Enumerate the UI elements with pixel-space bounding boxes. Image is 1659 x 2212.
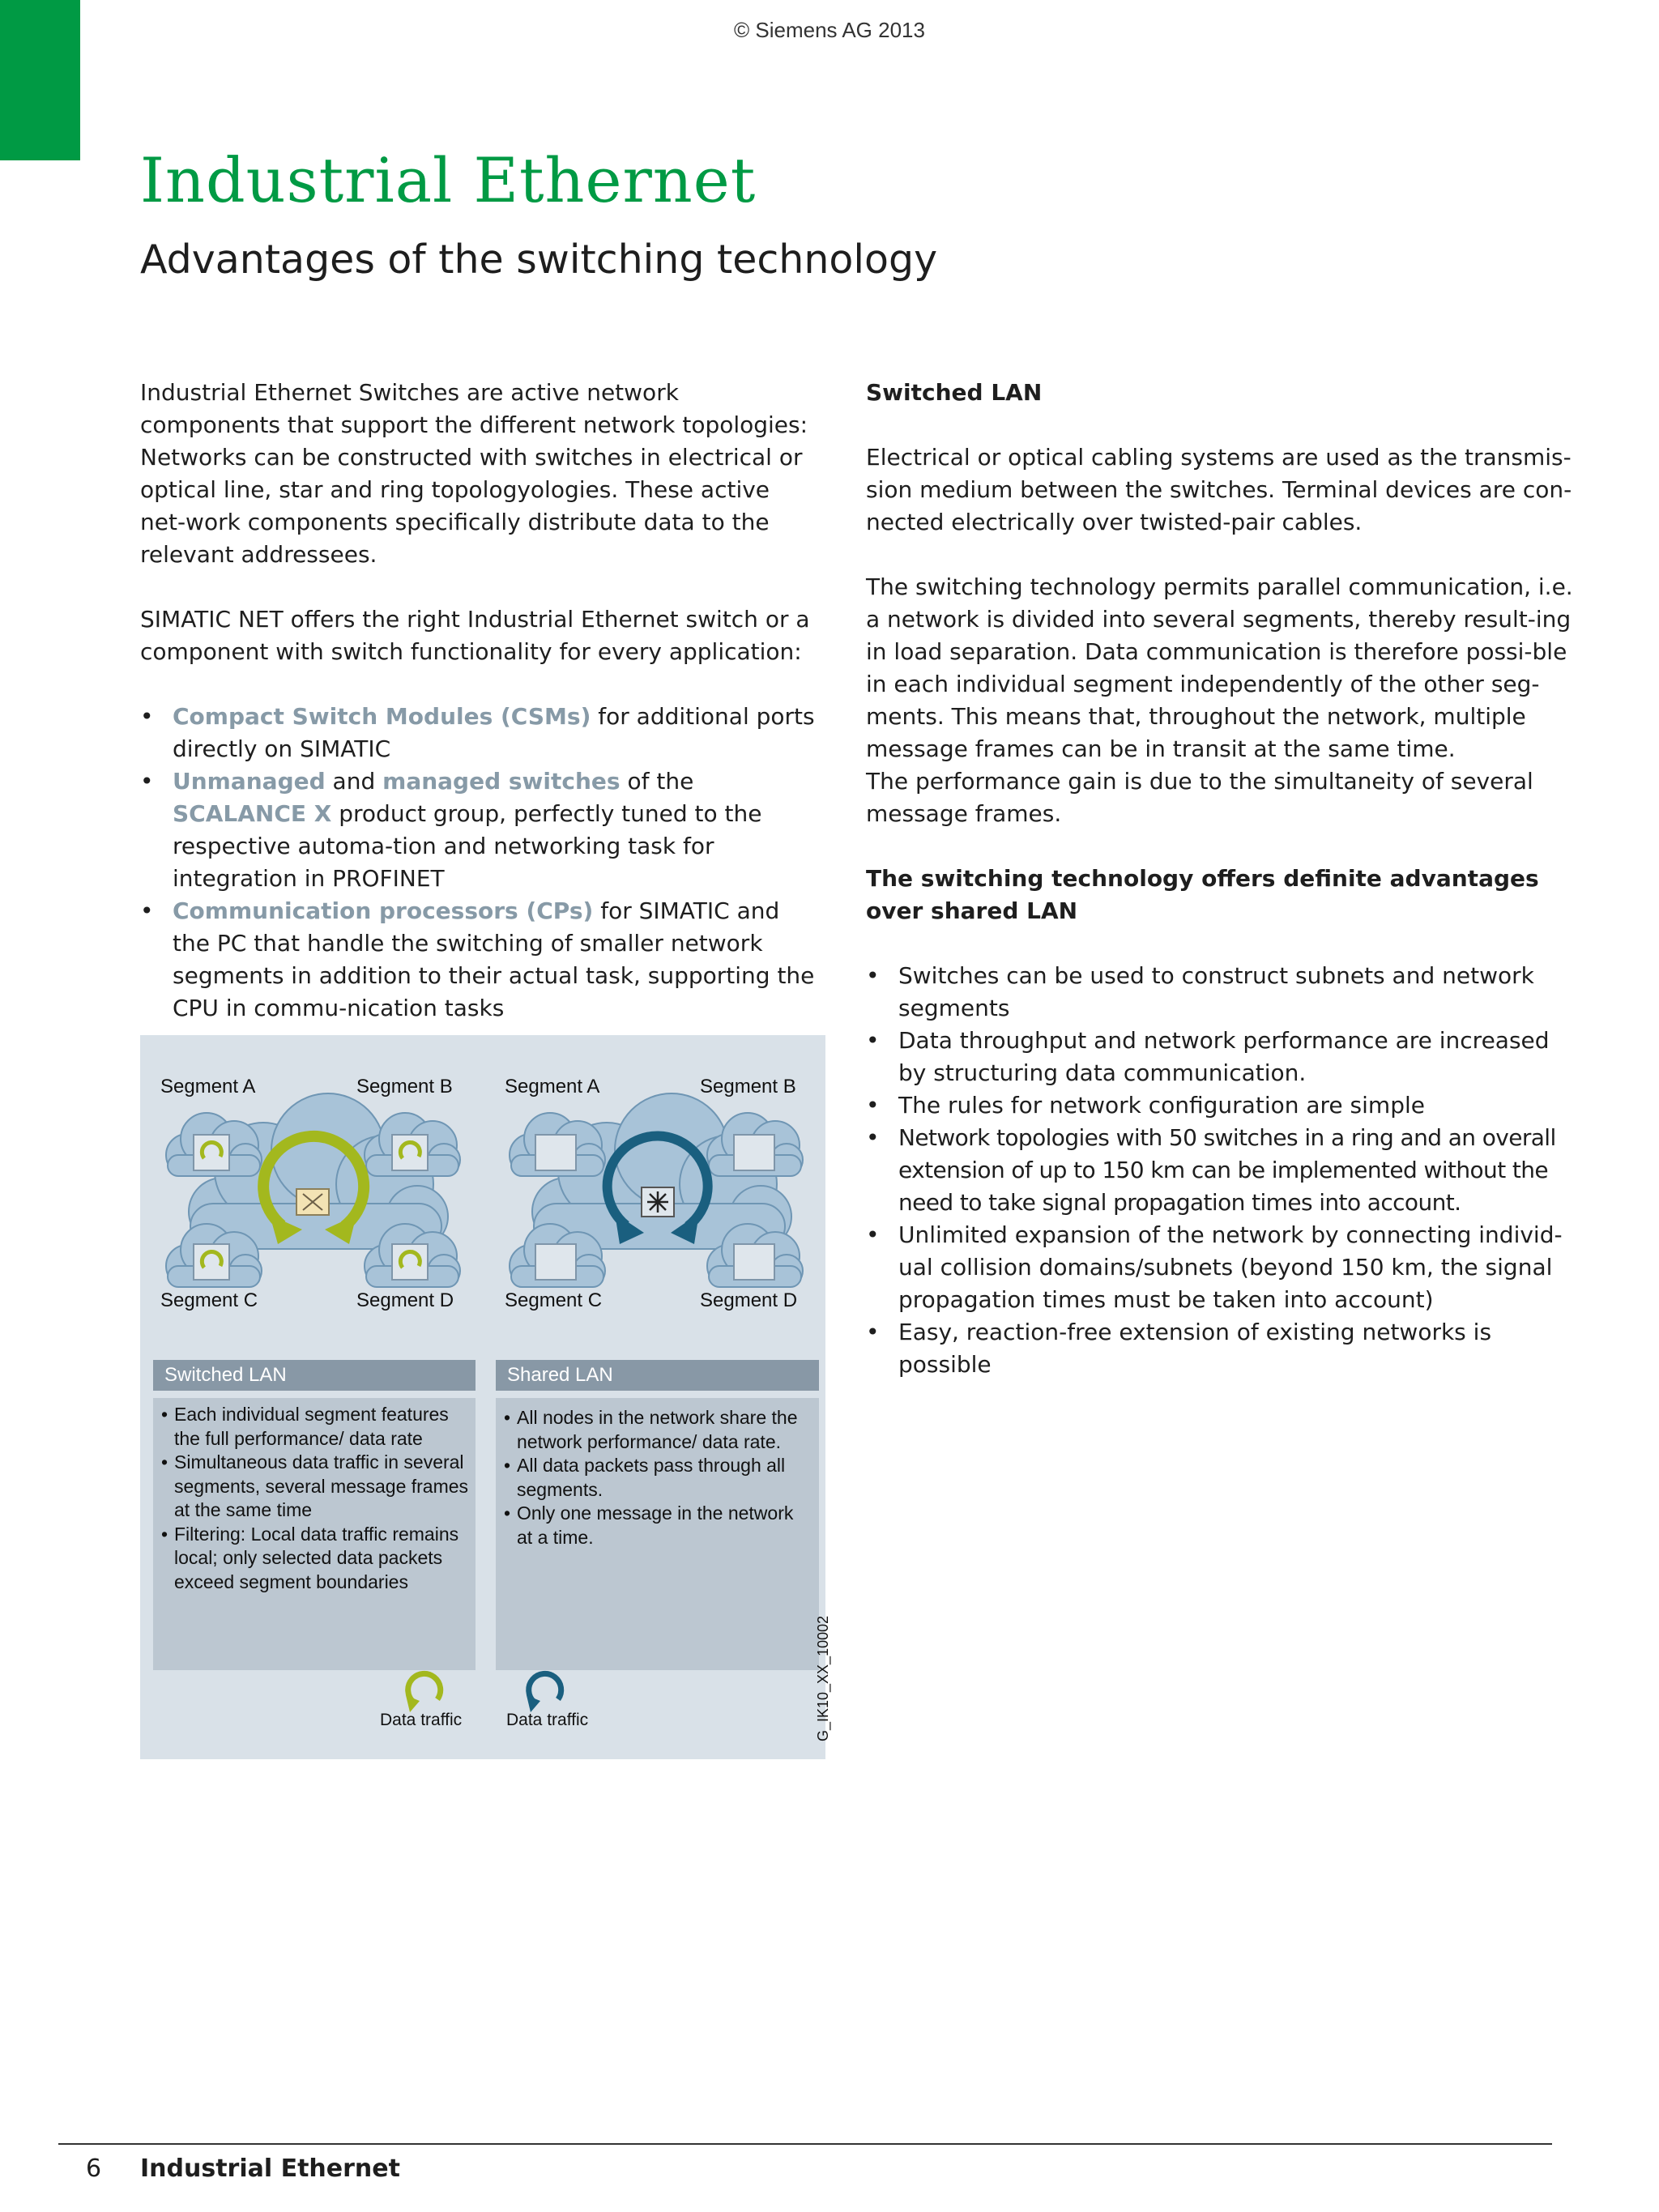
footer-divider [58,2143,1552,2145]
footer-title: Industrial Ethernet [140,2154,400,2183]
shared-lan-header: Shared LAN [496,1360,819,1391]
intro-paragraph-2: Networks can be constructed with switches in electrical or optical line, star and ring topologyologies. These active net-work components specifically distribute data to the relevant addressees. [140,444,803,568]
list-item: • Each individual segment features the full performance/ data rate [158,1403,469,1451]
switched-lan-panel [153,1398,476,1670]
product-list [140,701,821,1025]
switched-segment-c-label: Segment C [160,1289,258,1311]
list-item: • Filtering: Local data traffic remains local; only selected data packets exceed segment boundaries [158,1523,469,1595]
csm-link[interactable]: Compact Switch Modules (CSMs) [173,703,591,730]
list-item: • All data packets pass through all segments. [501,1454,812,1502]
list-item: • Switches can be used to construct subnets and network segments [866,960,1579,1025]
switched-segment-b-label: Segment B [356,1076,453,1097]
scalance-link[interactable]: SCALANCE X [173,800,332,827]
switched-lan-heading: Switched LAN [866,379,1043,406]
list-item: • Only one message in the network at a time. [501,1502,812,1549]
cp-link[interactable]: Communication processors (CPs) [173,897,594,924]
switched-traffic-label: Data traffic [380,1711,463,1729]
left-column [140,377,821,1025]
list-item: • Simultaneous data traffic in several segments, several message frames at the same time [158,1451,469,1523]
switched-traffic-icon [408,1673,441,1702]
list-item-text: of the [620,768,694,795]
paragraph: The performance gain is due to the simultaneity of several message frames. [866,768,1533,827]
paragraph: Electrical or optical cabling systems are used as the transmis-sion medium between the switches. Terminal devices are con-nected electrically over twisted-pair cables. [866,444,1572,535]
list-item: • The rules for network configuration are simple [866,1089,1579,1122]
copyright: © Siemens AG 2013 [734,18,925,42]
shared-segment-c-label: Segment C [505,1289,603,1311]
advantages-list [866,960,1579,1381]
list-item: • Network topologies with 50 switches in a ring and an overall extension of up to 150 km can be implemented without the need to take signal propagation times into account. [866,1122,1579,1219]
shared-lan-panel [496,1398,819,1670]
page-subtitle: Advantages of the switching technology [140,237,938,283]
managed-switches-link[interactable]: managed switches [382,768,621,795]
shared-segment-d-label: Segment D [700,1289,798,1311]
list-item: • Unlimited expansion of the network by connecting individ-ual collision domains/subnets (beyond 150 km, the signal propagation times must be taken into account) [866,1219,1579,1316]
list-item: • All nodes in the network share the network performance/ data rate. [501,1406,812,1454]
advantages-heading: The switching technology offers definite advantages over shared LAN [866,865,1539,924]
list-item-text: product group, perfectly tuned to the respective automa-tion and networking task for integration in PROFINET [173,800,762,892]
switched-lan-header: Switched LAN [153,1360,476,1391]
list-item [140,765,821,895]
page-number: 6 [86,2154,102,2183]
unmanaged-link[interactable]: Unmanaged [173,768,326,795]
list-item-text: for SIMATIC and the PC that handle the switching of smaller network segments in addition to their actual task, supporting the CPU in commu-nication tasks [173,897,815,1021]
page-title: Industrial Ethernet [140,144,757,216]
list-item [140,895,821,1025]
list-item-text: for additional ports directly on SIMATIC [173,703,815,762]
paragraph: The switching technology permits parallel communication, i.e. a network is divided into several segments, thereby result-ing in load separation. Data communication is therefore possi-ble in each individual segment independently of the other seg-ments. This means that, throughout the network, multiple message frames can be in transit at the same time. [866,573,1573,762]
intro-paragraph-1: Industrial Ethernet Switches are active network components that support the different network topologies: [140,379,808,438]
figure-code: G_IK10_XX_10002 [815,1615,831,1741]
shared-traffic-label: Data traffic [506,1711,589,1729]
switched-segment-a-label: Segment A [160,1076,256,1097]
right-column [866,377,1579,1381]
list-item [140,701,821,765]
switched-segment-d-label: Segment D [356,1289,454,1311]
shared-traffic-icon [529,1673,561,1702]
lan-diagram [140,1035,825,1759]
shared-segment-a-label: Segment A [505,1076,600,1097]
shared-segment-b-label: Segment B [700,1076,796,1097]
list-item: • Data throughput and network performance are increased by structuring data communication. [866,1025,1579,1089]
list-item: • Easy, reaction-free extension of existing networks is possible [866,1316,1579,1381]
list-item-text: and [325,768,383,795]
intro-paragraph-3: SIMATIC NET offers the right Industrial Ethernet switch or a component with switch functionality for every application: [140,606,810,665]
